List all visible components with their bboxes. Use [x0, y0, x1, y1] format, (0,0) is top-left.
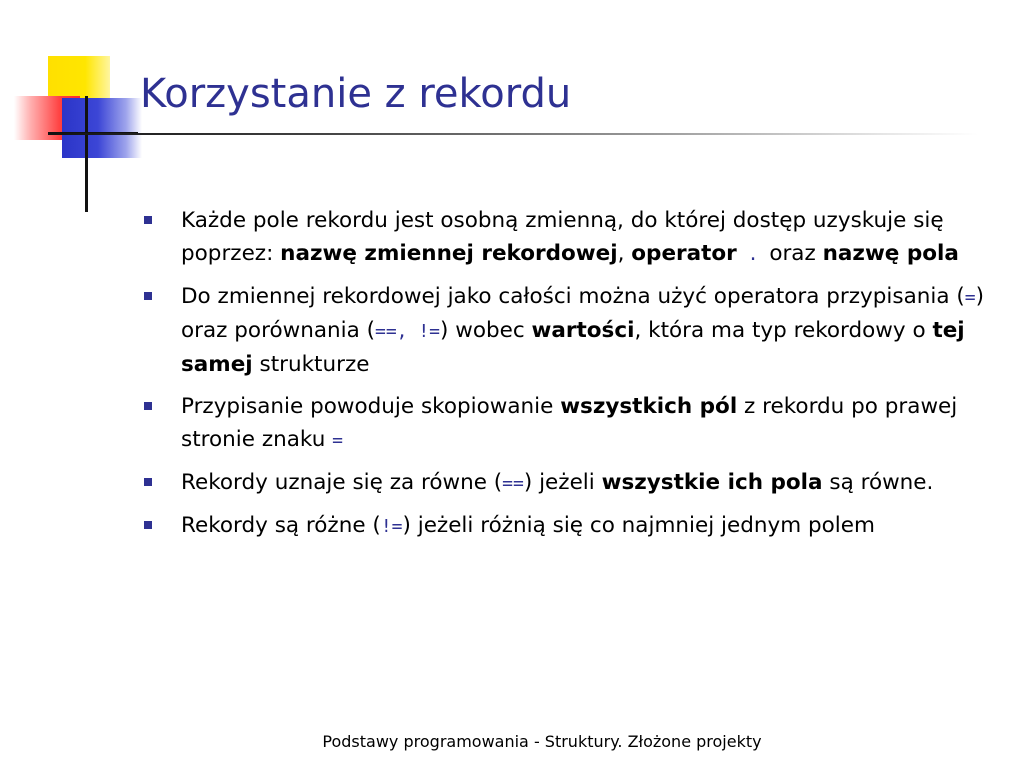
bullet-bold-text: tej samej	[181, 318, 965, 377]
bullet-text: są równe.	[822, 470, 934, 495]
bullet-text: Rekordy uznaje się za równe (	[181, 470, 503, 495]
decorative-logo	[0, 0, 160, 220]
bullet-text: ) oraz porównania (	[181, 284, 984, 343]
bullet-text: Rekordy są różne (	[181, 513, 381, 538]
bullet-item	[144, 204, 1004, 271]
blue-square-shape	[62, 98, 142, 158]
bullet-code-text: ==, !=	[375, 321, 441, 342]
bullet-square-icon	[144, 216, 152, 224]
bullet-text: z rekordu po prawej stronie znaku	[181, 394, 958, 452]
bullet-text: , która ma typ rekordowy o	[634, 318, 933, 343]
bullet-code-text: =	[964, 287, 976, 308]
vertical-line-shape	[85, 96, 88, 212]
bullet-code-text: =	[332, 430, 343, 451]
bullet-text: Każde pole rekordu jest osobną zmienną, do której dostęp uzyskuje się poprzez:	[181, 208, 944, 266]
bullet-item	[144, 509, 1004, 543]
title-underline	[48, 133, 978, 135]
bullet-code-text: ==	[502, 473, 524, 494]
bullet-item	[144, 466, 1004, 500]
bullet-item	[144, 280, 1004, 381]
bullet-code-text: !=	[380, 516, 403, 537]
bullet-square-icon	[144, 478, 152, 486]
bullet-square-icon	[144, 521, 152, 529]
bullet-text: ) wobec	[440, 318, 532, 343]
bullet-text: oraz	[769, 241, 823, 266]
bullet-bold-text: nazwę zmiennej rekordowej	[280, 241, 618, 266]
bullet-text: Do zmiennej rekordowej jako całości można użyć operatora przypisania (	[181, 284, 965, 309]
bullet-square-icon	[144, 402, 152, 410]
bullet-bold-text: wszystkie ich pola	[601, 470, 823, 495]
bullet-bold-text: wartości	[531, 318, 635, 343]
bullet-code-text: .	[736, 244, 770, 265]
bullet-item	[144, 390, 1004, 457]
bullet-text: Przypisanie powoduje skopiowanie	[181, 394, 561, 419]
bullet-bold-text: wszystkich pól	[560, 394, 738, 419]
slide-title: Korzystanie z rekordu	[140, 71, 572, 117]
bullet-list	[144, 204, 1004, 552]
bullet-text: ) jeżeli różnią się co najmniej jednym polem	[402, 513, 875, 538]
bullet-bold-text: nazwę pola	[822, 241, 959, 266]
bullet-square-icon	[144, 292, 152, 300]
bullet-text: ,	[617, 241, 632, 266]
bullet-text: ) jeżeli	[523, 470, 602, 495]
slide-footer: Podstawy programowania - Struktury. Złożone projekty	[322, 732, 762, 751]
bullet-bold-text: operator	[631, 241, 737, 266]
bullet-text: strukturze	[252, 352, 370, 377]
